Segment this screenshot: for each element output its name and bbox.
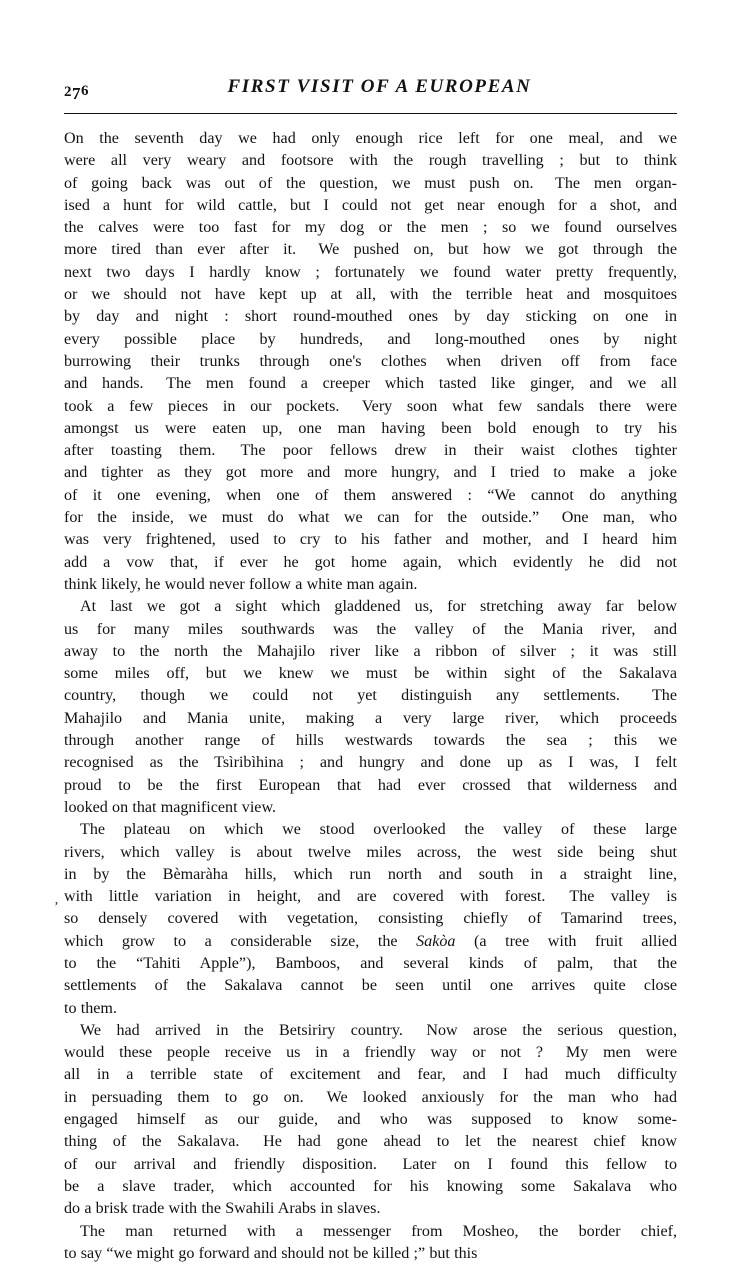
- text-line: The man returned with a messenger from Mosheo, the border chief,: [80, 1222, 677, 1240]
- text-line: by day and night : short round-mouthed ones by day sticking on one in: [64, 308, 677, 326]
- text-line: rivers, which valley is about twelve miles across, the west side being shut: [64, 843, 677, 861]
- page-number-digit-2: 7: [72, 84, 81, 103]
- header-rule: [64, 113, 677, 114]
- text-line: country, though we could not yet distinguish any settlements. The: [64, 687, 677, 705]
- page-number-digit-3: 6: [81, 83, 89, 99]
- page-text-block: [54, 0, 677, 1262]
- text-line: do a brisk trade with the Swahili Arabs in slaves.: [64, 1200, 381, 1218]
- paragraph: [64, 596, 677, 819]
- text-line: all in a terrible state of excitement and fear, and I had much difficulty: [64, 1066, 677, 1084]
- text-line: ised a hunt for wild cattle, but I could not get near enough for a shot, and: [64, 196, 677, 214]
- running-header: [64, 76, 677, 116]
- text-line: or we should not have kept up at all, with the terrible heat and mosquitoes: [64, 286, 677, 304]
- body-text: [54, 128, 677, 1265]
- text-line: of going back was out of the question, we must push on. The men organ-: [64, 174, 677, 192]
- text-line: thing of the Sakalava. He had gone ahead to let the nearest chief know: [64, 1133, 677, 1151]
- text-line: next two days I hardly know ; fortunately we found water pretty frequently,: [64, 263, 677, 281]
- text-line: engaged himself as our guide, and who was supposed to know some-: [64, 1111, 677, 1129]
- text-line: be a slave trader, which accounted for his knowing some Sakalava who: [64, 1177, 677, 1195]
- text-line: of it one evening, when one of them answered : “We cannot do anything: [64, 486, 677, 504]
- text-line: amongst us were eaten up, one man having been bold enough to try his: [64, 419, 677, 437]
- text-line: We had arrived in the Betsiriry country. Now arose the serious question,: [80, 1021, 677, 1039]
- text-line: with little variation in height, and are covered with forest. The valley is: [64, 888, 677, 906]
- text-line: away to the north the Mahajilo river like a ribbon of silver ; it was still: [64, 642, 677, 660]
- text-line: burrowing their trunks through one's clothes when driven off from face: [64, 352, 677, 370]
- text-line: and hands. The men found a creeper which tasted like ginger, and we all: [64, 375, 677, 393]
- paragraph-container: [64, 128, 677, 1265]
- text-line: so densely covered with vegetation, consisting chiefly of Tamarind trees,: [64, 910, 677, 928]
- text-line: for the inside, we must do what we can for the outside.” One man, who: [64, 509, 677, 527]
- margin-artifact: ’: [54, 900, 59, 915]
- text-line: in persuading them to go on. We looked anxiously for the man who had: [64, 1088, 677, 1106]
- text-line: through another range of hills westwards towards the sea ; this we: [64, 732, 677, 750]
- running-title: FIRST VISIT OF A EUROPEAN: [227, 76, 532, 97]
- page-number-digit-1: 2: [64, 84, 72, 100]
- text-line: settlements of the Sakalava cannot be seen until one arrives quite close: [64, 977, 677, 995]
- text-line: after toasting them. The poor fellows drew in their waist clothes tighter: [64, 442, 677, 460]
- text-line: us for many miles southwards was the valley of the Mania river, and: [64, 620, 677, 638]
- text-line: and tighter as they got more and more hungry, and I tried to make a joke: [64, 464, 677, 482]
- text-line: of our arrival and friendly disposition. Later on I found this fellow to: [64, 1155, 677, 1173]
- paragraph: [64, 1221, 677, 1265]
- paragraph: [64, 819, 677, 1020]
- text-line: On the seventh day we had only enough rice left for one meal, and we: [64, 130, 677, 147]
- text-line: which grow to a considerable size, the Sakòa (a tree with fruit allied: [64, 932, 677, 950]
- paragraph: [64, 128, 677, 596]
- text-line: looked on that magnificent view.: [64, 798, 277, 816]
- text-line: took a few pieces in our pockets. Very soon what few sandals there were: [64, 397, 677, 415]
- text-line: some miles off, but we knew we must be within sight of the Sakalava: [64, 665, 677, 683]
- text-line: add a vow that, if ever he got home again, which evidently he did not: [64, 553, 677, 571]
- text-line: At last we got a sight which gladdened us, for stretching away far below: [80, 598, 677, 616]
- text-line: in by the Bèmaràha hills, which run north and south in a straight line,: [64, 865, 677, 883]
- text-line: to say “we might go forward and should not be killed ;” but this: [64, 1244, 478, 1262]
- text-line: recognised as the Tsìribìhina ; and hungry and done up as I was, I felt: [64, 754, 677, 772]
- text-line: think likely, he would never follow a white man again.: [64, 575, 418, 593]
- text-line: to the “Tahiti Apple”), Bamboos, and several kinds of palm, that the: [64, 954, 677, 972]
- text-line: to them.: [64, 999, 117, 1017]
- paragraph: [64, 1020, 677, 1221]
- text-line: were all very weary and footsore with the rough travelling ; but to think: [64, 152, 677, 170]
- text-line: every possible place by hundreds, and long-mouthed ones by night: [64, 330, 677, 348]
- text-line: the calves were too fast for my dog or the men ; so we found ourselves: [64, 219, 677, 237]
- text-line: proud to be the first European that had ever crossed that wilderness and: [64, 776, 677, 794]
- text-line: would these people receive us in a friendly way or not ? My men were: [64, 1044, 677, 1062]
- text-line: The plateau on which we stood overlooked the valley of these large: [80, 821, 677, 839]
- text-line: more tired than ever after it. We pushed on, but how we got through the: [64, 241, 677, 259]
- text-line: was very frightened, used to cry to his father and mother, and I heard him: [64, 531, 677, 549]
- text-line: Mahajilo and Mania unite, making a very large river, which proceeds: [64, 709, 677, 727]
- italic-term: Sakòa: [416, 932, 456, 950]
